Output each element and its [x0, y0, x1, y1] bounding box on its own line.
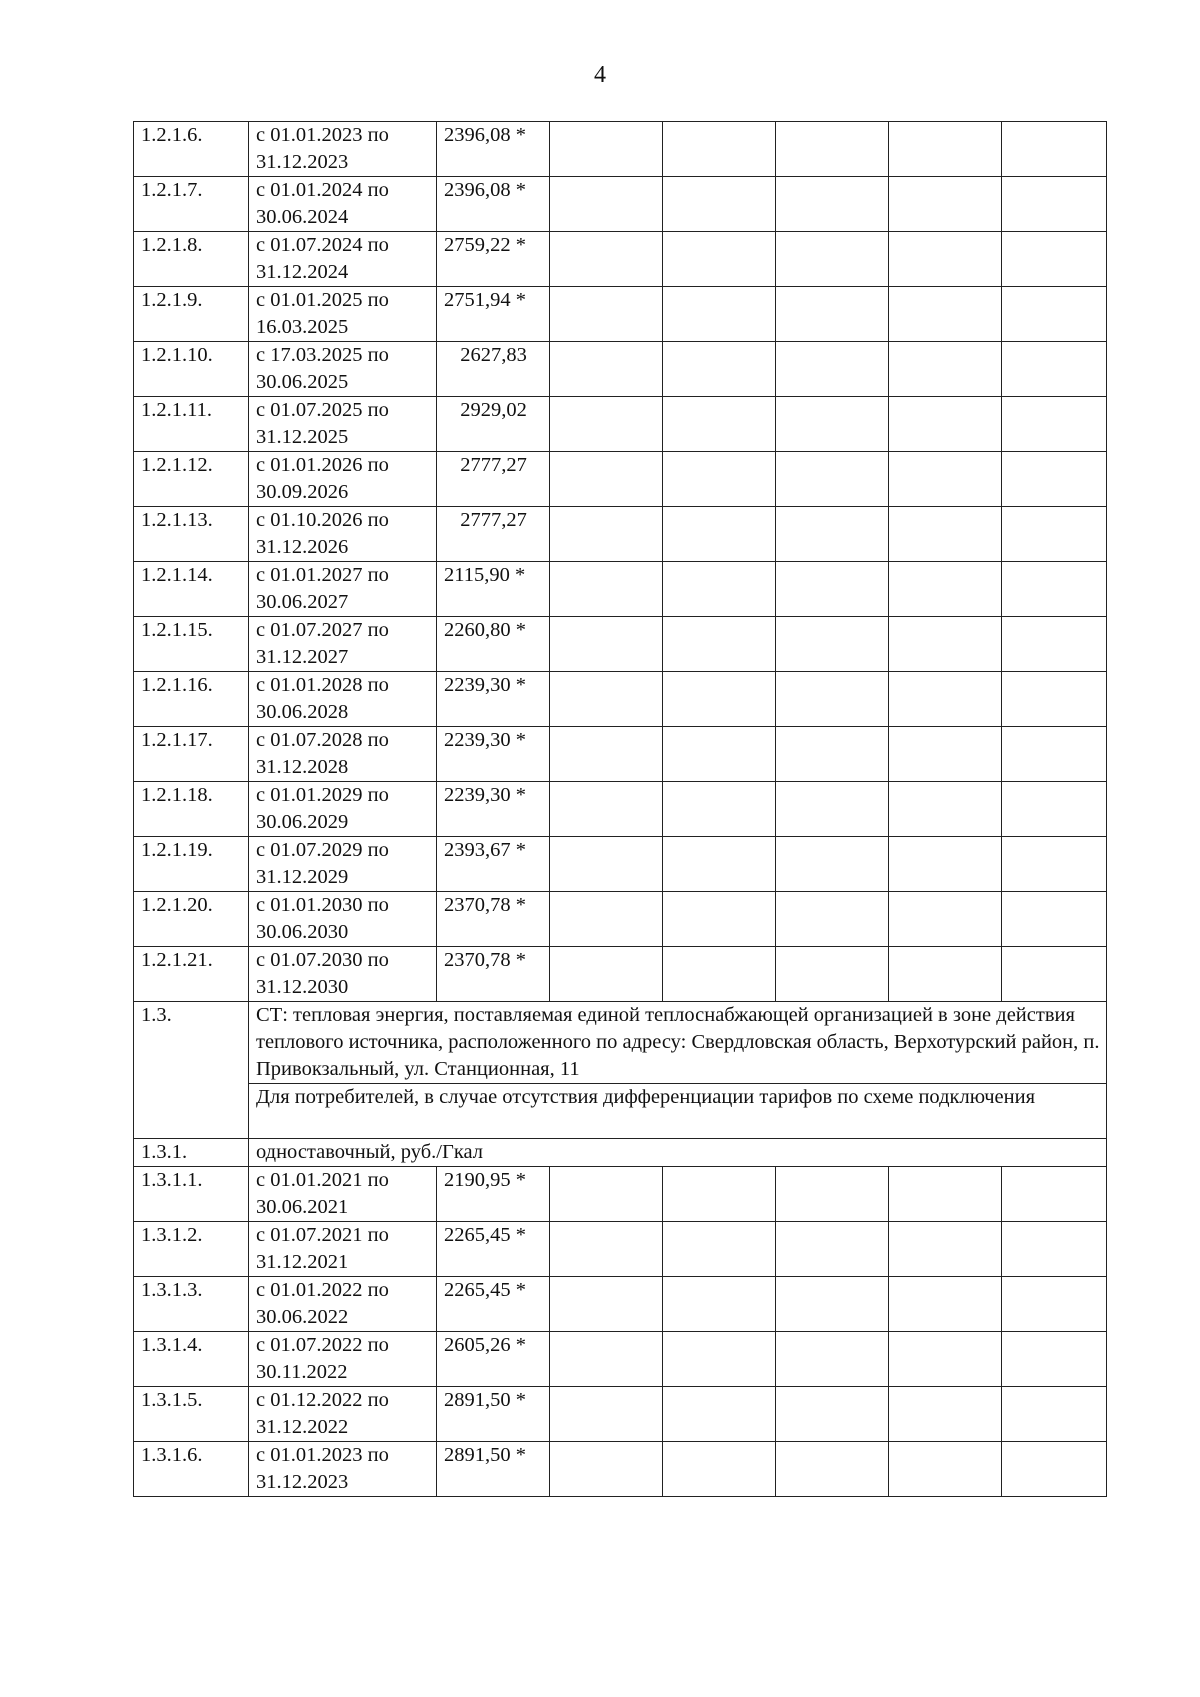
empty-cell: [550, 1277, 663, 1332]
empty-cell: [1002, 837, 1107, 892]
row-number: 1.2.1.17.: [134, 727, 249, 782]
empty-cell: [550, 1332, 663, 1387]
row-period: с 01.07.2028 по 31.12.2028: [249, 727, 437, 782]
empty-cell: [889, 837, 1002, 892]
table-row: [134, 1387, 1107, 1442]
empty-cell: [776, 452, 889, 507]
empty-cell: [550, 1387, 663, 1442]
row-period: с 01.01.2029 по 30.06.2029: [249, 782, 437, 837]
row-number: 1.2.1.20.: [134, 892, 249, 947]
empty-cell: [663, 892, 776, 947]
row-period: с 01.07.2022 по 30.11.2022: [249, 1332, 437, 1387]
empty-cell: [663, 397, 776, 452]
unit-row-number: 1.3.1.: [134, 1139, 249, 1167]
row-tariff-value: 2759,22 *: [437, 232, 550, 287]
empty-cell: [1002, 1167, 1107, 1222]
empty-cell: [889, 617, 1002, 672]
empty-cell: [663, 672, 776, 727]
empty-cell: [550, 892, 663, 947]
empty-cell: [1002, 672, 1107, 727]
row-tariff-value: 2891,50 *: [437, 1442, 550, 1497]
table-row: [134, 617, 1107, 672]
empty-cell: [663, 1222, 776, 1277]
table-row: [134, 727, 1107, 782]
row-tariff-value: 2239,30 *: [437, 782, 550, 837]
empty-cell: [776, 892, 889, 947]
row-period: с 01.01.2028 по 30.06.2028: [249, 672, 437, 727]
row-number: 1.3.1.2.: [134, 1222, 249, 1277]
empty-cell: [889, 727, 1002, 782]
empty-cell: [1002, 727, 1107, 782]
empty-cell: [550, 727, 663, 782]
empty-cell: [1002, 342, 1107, 397]
empty-cell: [889, 1277, 1002, 1332]
empty-cell: [1002, 507, 1107, 562]
row-tariff-value: 2115,90 *: [437, 562, 550, 617]
row-period: с 17.03.2025 по 30.06.2025: [249, 342, 437, 397]
empty-cell: [663, 782, 776, 837]
empty-cell: [550, 1167, 663, 1222]
row-number: 1.3.1.6.: [134, 1442, 249, 1497]
empty-cell: [1002, 892, 1107, 947]
empty-cell: [776, 947, 889, 1002]
empty-cell: [776, 1277, 889, 1332]
empty-cell: [550, 782, 663, 837]
empty-cell: [663, 122, 776, 177]
row-number: 1.2.1.9.: [134, 287, 249, 342]
table-row: [134, 1222, 1107, 1277]
table-row: [134, 837, 1107, 892]
unit-row: [134, 1139, 1107, 1167]
table-row: [134, 342, 1107, 397]
row-period: с 01.07.2021 по 31.12.2021: [249, 1222, 437, 1277]
table-row: [134, 1167, 1107, 1222]
empty-cell: [776, 397, 889, 452]
tariff-rows-1-3-1: [134, 1167, 1107, 1497]
table-row: [134, 122, 1107, 177]
row-tariff-value: 2627,83: [437, 342, 550, 397]
empty-cell: [889, 122, 1002, 177]
row-number: 1.2.1.18.: [134, 782, 249, 837]
empty-cell: [776, 122, 889, 177]
row-period: с 01.10.2026 по 31.12.2026: [249, 507, 437, 562]
row-number: 1.3.1.4.: [134, 1332, 249, 1387]
row-number: 1.2.1.7.: [134, 177, 249, 232]
row-period: с 01.01.2027 по 30.06.2027: [249, 562, 437, 617]
empty-cell: [1002, 232, 1107, 287]
row-tariff-value: 2260,80 *: [437, 617, 550, 672]
row-period: с 01.07.2027 по 31.12.2027: [249, 617, 437, 672]
row-tariff-value: 2396,08 *: [437, 177, 550, 232]
empty-cell: [1002, 452, 1107, 507]
empty-cell: [550, 452, 663, 507]
row-tariff-value: 2265,45 *: [437, 1222, 550, 1277]
section-subtitle-row: [134, 1084, 1107, 1139]
empty-cell: [1002, 562, 1107, 617]
empty-cell: [550, 672, 663, 727]
empty-cell: [663, 287, 776, 342]
row-number: 1.2.1.16.: [134, 672, 249, 727]
empty-cell: [663, 1442, 776, 1497]
empty-cell: [550, 122, 663, 177]
empty-cell: [776, 672, 889, 727]
table-row: [134, 1332, 1107, 1387]
row-tariff-value: 2370,78 *: [437, 892, 550, 947]
empty-cell: [889, 892, 1002, 947]
section-number: 1.3.: [134, 1002, 249, 1139]
empty-cell: [776, 837, 889, 892]
table-row: [134, 892, 1107, 947]
table-row: [134, 232, 1107, 287]
row-period: с 01.07.2029 по 31.12.2029: [249, 837, 437, 892]
empty-cell: [776, 1332, 889, 1387]
row-tariff-value: 2393,67 *: [437, 837, 550, 892]
empty-cell: [776, 727, 889, 782]
row-period: с 01.01.2021 по 30.06.2021: [249, 1167, 437, 1222]
row-tariff-value: 2891,50 *: [437, 1387, 550, 1442]
empty-cell: [663, 947, 776, 1002]
empty-cell: [776, 617, 889, 672]
empty-cell: [889, 232, 1002, 287]
empty-cell: [889, 342, 1002, 397]
row-tariff-value: 2929,02: [437, 397, 550, 452]
empty-cell: [1002, 287, 1107, 342]
empty-cell: [663, 452, 776, 507]
row-number: 1.2.1.21.: [134, 947, 249, 1002]
empty-cell: [889, 947, 1002, 1002]
empty-cell: [1002, 122, 1107, 177]
row-period: с 01.01.2022 по 30.06.2022: [249, 1277, 437, 1332]
empty-cell: [550, 617, 663, 672]
row-tariff-value: 2190,95 *: [437, 1167, 550, 1222]
row-period: с 01.01.2023 по 31.12.2023: [249, 1442, 437, 1497]
empty-cell: [889, 452, 1002, 507]
empty-cell: [776, 782, 889, 837]
row-tariff-value: 2777,27: [437, 452, 550, 507]
empty-cell: [889, 562, 1002, 617]
row-period: с 01.01.2025 по 16.03.2025: [249, 287, 437, 342]
empty-cell: [889, 672, 1002, 727]
empty-cell: [550, 562, 663, 617]
empty-cell: [889, 287, 1002, 342]
table-row: [134, 782, 1107, 837]
empty-cell: [663, 727, 776, 782]
row-tariff-value: 2265,45 *: [437, 1277, 550, 1332]
empty-cell: [776, 342, 889, 397]
row-period: с 01.07.2030 по 31.12.2030: [249, 947, 437, 1002]
empty-cell: [889, 1222, 1002, 1277]
empty-cell: [550, 837, 663, 892]
row-period: с 01.07.2025 по 31.12.2025: [249, 397, 437, 452]
row-number: 1.2.1.14.: [134, 562, 249, 617]
row-number: 1.2.1.13.: [134, 507, 249, 562]
empty-cell: [550, 397, 663, 452]
row-number: 1.2.1.11.: [134, 397, 249, 452]
section-title: СТ: тепловая энергия, поставляемая единой теплоснабжающей организацией в зоне действия теплового источника, расположенного по адресу: Свердловская область, Верхотурский район, п. Привокзальный, ул. Станционная, 11: [249, 1002, 1107, 1084]
row-number: 1.3.1.3.: [134, 1277, 249, 1332]
empty-cell: [550, 1222, 663, 1277]
table-row: [134, 1277, 1107, 1332]
empty-cell: [550, 947, 663, 1002]
row-period: с 01.01.2023 по 31.12.2023: [249, 122, 437, 177]
empty-cell: [889, 1387, 1002, 1442]
empty-cell: [1002, 397, 1107, 452]
tariff-table: [133, 121, 1107, 1497]
tariff-rows-1-2-1: [134, 122, 1107, 1002]
empty-cell: [776, 1442, 889, 1497]
unit-row-label: одноставочный, руб./Гкал: [249, 1139, 1107, 1167]
table-row: [134, 452, 1107, 507]
empty-cell: [776, 1387, 889, 1442]
empty-cell: [663, 342, 776, 397]
row-tariff-value: 2751,94 *: [437, 287, 550, 342]
empty-cell: [663, 617, 776, 672]
empty-cell: [1002, 1222, 1107, 1277]
empty-cell: [1002, 1332, 1107, 1387]
row-tariff-value: 2396,08 *: [437, 122, 550, 177]
section-subtitle: Для потребителей, в случае отсутствия дифференциации тарифов по схеме подключения: [249, 1084, 1107, 1139]
row-period: с 01.01.2030 по 30.06.2030: [249, 892, 437, 947]
empty-cell: [1002, 1277, 1107, 1332]
table-row: [134, 562, 1107, 617]
empty-cell: [550, 342, 663, 397]
empty-cell: [663, 562, 776, 617]
row-period: с 01.12.2022 по 31.12.2022: [249, 1387, 437, 1442]
empty-cell: [776, 562, 889, 617]
row-tariff-value: 2777,27: [437, 507, 550, 562]
empty-cell: [663, 1277, 776, 1332]
empty-cell: [776, 1167, 889, 1222]
row-number: 1.2.1.8.: [134, 232, 249, 287]
empty-cell: [776, 177, 889, 232]
table-row: [134, 1442, 1107, 1497]
empty-cell: [550, 287, 663, 342]
section-1-3: [134, 1002, 1107, 1167]
page-number: 4: [594, 62, 606, 88]
empty-cell: [1002, 1387, 1107, 1442]
empty-cell: [663, 177, 776, 232]
table-row: [134, 507, 1107, 562]
row-number: 1.2.1.19.: [134, 837, 249, 892]
empty-cell: [776, 507, 889, 562]
table-row: [134, 947, 1107, 1002]
row-number: 1.3.1.5.: [134, 1387, 249, 1442]
table-row: [134, 397, 1107, 452]
empty-cell: [889, 1167, 1002, 1222]
empty-cell: [776, 287, 889, 342]
empty-cell: [1002, 782, 1107, 837]
row-number: 1.3.1.1.: [134, 1167, 249, 1222]
row-tariff-value: 2239,30 *: [437, 672, 550, 727]
empty-cell: [663, 1387, 776, 1442]
empty-cell: [550, 232, 663, 287]
empty-cell: [1002, 617, 1107, 672]
section-row: [134, 1002, 1107, 1084]
empty-cell: [889, 177, 1002, 232]
row-number: 1.2.1.12.: [134, 452, 249, 507]
empty-cell: [663, 1167, 776, 1222]
row-tariff-value: 2605,26 *: [437, 1332, 550, 1387]
table-row: [134, 177, 1107, 232]
row-period: с 01.01.2026 по 30.09.2026: [249, 452, 437, 507]
row-period: с 01.01.2024 по 30.06.2024: [249, 177, 437, 232]
table-row: [134, 287, 1107, 342]
empty-cell: [663, 507, 776, 562]
table-row: [134, 672, 1107, 727]
empty-cell: [889, 782, 1002, 837]
empty-cell: [550, 177, 663, 232]
row-number: 1.2.1.6.: [134, 122, 249, 177]
row-tariff-value: 2239,30 *: [437, 727, 550, 782]
empty-cell: [889, 1442, 1002, 1497]
empty-cell: [1002, 177, 1107, 232]
empty-cell: [663, 1332, 776, 1387]
empty-cell: [550, 1442, 663, 1497]
empty-cell: [550, 507, 663, 562]
empty-cell: [663, 232, 776, 287]
empty-cell: [663, 837, 776, 892]
empty-cell: [889, 507, 1002, 562]
row-period: с 01.07.2024 по 31.12.2024: [249, 232, 437, 287]
empty-cell: [889, 1332, 1002, 1387]
row-number: 1.2.1.10.: [134, 342, 249, 397]
empty-cell: [776, 232, 889, 287]
empty-cell: [1002, 947, 1107, 1002]
row-number: 1.2.1.15.: [134, 617, 249, 672]
row-tariff-value: 2370,78 *: [437, 947, 550, 1002]
empty-cell: [1002, 1442, 1107, 1497]
empty-cell: [889, 397, 1002, 452]
empty-cell: [776, 1222, 889, 1277]
